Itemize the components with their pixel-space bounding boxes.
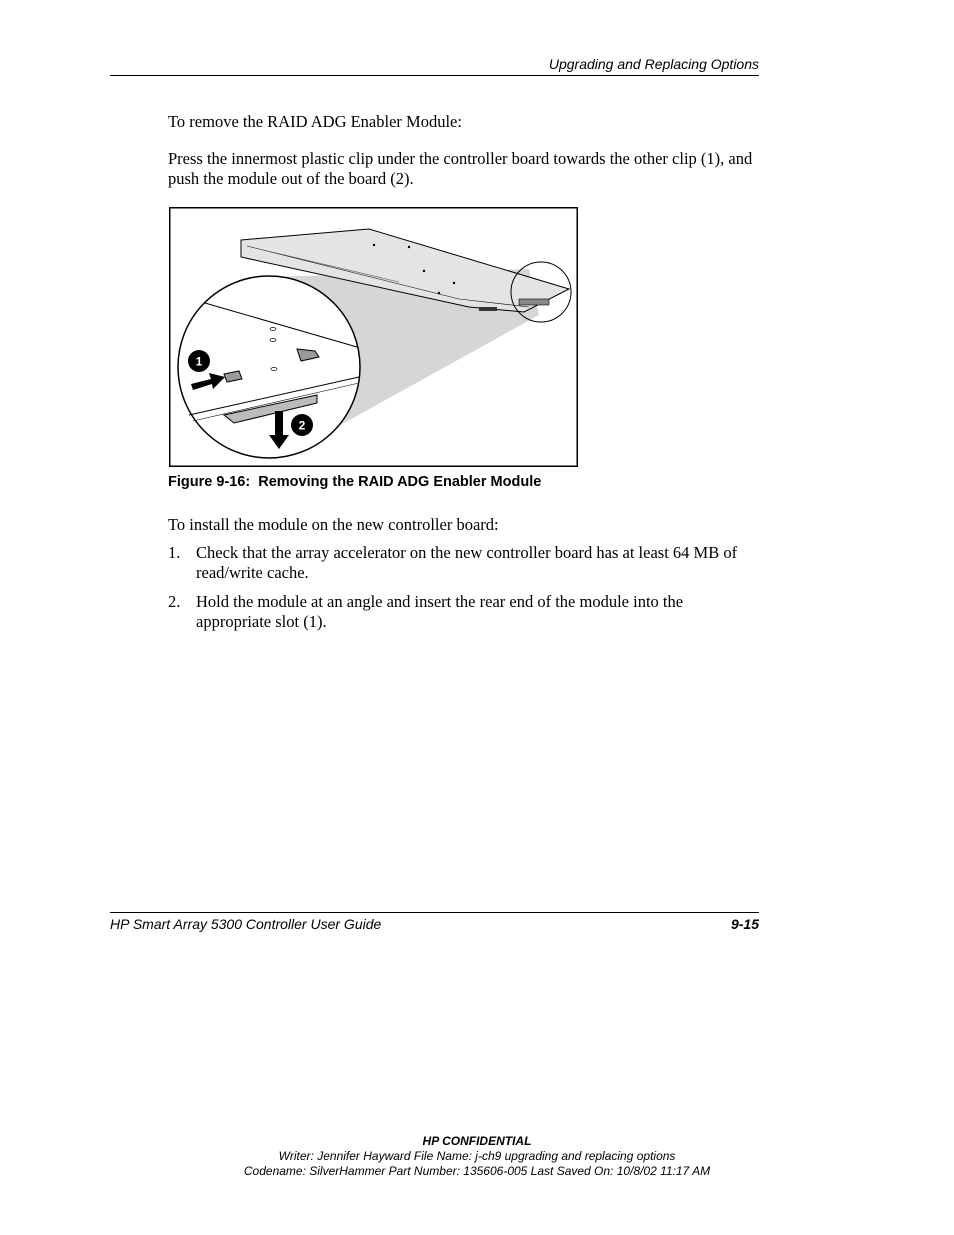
figure-caption: Figure 9-16: Removing the RAID ADG Enabler Module: [168, 474, 542, 490]
confidential-label: HP CONFIDENTIAL: [422, 1134, 532, 1148]
list-item-text: Hold the module at an angle and insert the rear end of the module into the appropriate slot (1).: [196, 592, 684, 631]
confidential-block: [0, 1134, 954, 1179]
page-number: 9-15: [730, 916, 759, 932]
callout-2: [291, 414, 313, 436]
list-item-text: Check that the array accelerator on the new controller board has at least 64 MB of read/write cache.: [196, 543, 738, 582]
figure-removing-raid-module: [169, 207, 578, 467]
running-header: [110, 55, 759, 76]
list-item-number: 2.: [168, 592, 181, 611]
running-footer: [110, 912, 759, 937]
intro-paragraph: To remove the RAID ADG Enabler Module:: [168, 112, 462, 131]
callout-2-label: 2: [298, 418, 306, 433]
callout-1: [188, 350, 210, 372]
callout-1-label: 1: [195, 354, 203, 369]
list-item-number: 1.: [168, 543, 181, 562]
confidential-line-2: Codename: SilverHammer Part Number: 135606-005 Last Saved On: 10/8/02 11:17 AM: [243, 1164, 711, 1178]
document-title: HP Smart Array 5300 Controller User Guide: [110, 916, 382, 932]
figure-illustration: [169, 207, 578, 467]
confidential-line-1: Writer: Jennifer Hayward File Name: j-ch9 upgrading and replacing options: [278, 1149, 676, 1163]
section-title: Upgrading and Replacing Options: [548, 56, 759, 72]
removal-instruction: Press the innermost plastic clip under the controller board towards the other clip (1), and push the module out of the board (2).: [168, 149, 753, 188]
install-intro: To install the module on the new controller board:: [168, 515, 499, 534]
